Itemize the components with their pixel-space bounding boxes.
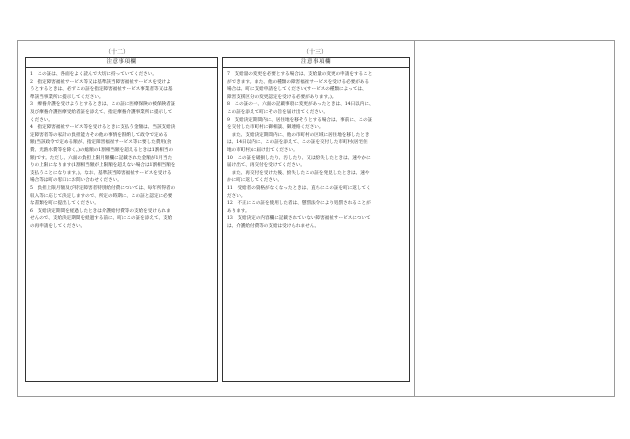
note-line: 7 支給量の変更を必要とする場合は、支給量の変更の申請をすること [227, 72, 373, 77]
note-line: ださい。 [227, 193, 246, 199]
right-notes-panel [222, 57, 410, 382]
note-line: この証を添えて町にその旨を届け出てください。 [227, 109, 329, 115]
note-line: 6 支給決定期間を経過したときは介護給付費等の支給を受けられま [30, 208, 171, 214]
note-line: 8 この証の一、六面の記載事項に変更があったときは、14日以内に、 [227, 102, 374, 108]
note-line: うとするときは、必ずこの証を指定障害福祉サービス事業者等又は基 [30, 87, 173, 93]
note-line: の再申請をしてください。 [30, 223, 86, 229]
note-line: 10 この証を破損したり、汚したり、又は紛失したときは、速やかに [227, 155, 371, 161]
note-line: 場合は、町に支給申請をしてください(サービスの種類によっては、 [227, 87, 367, 93]
left-page-number: （十二） [104, 49, 129, 56]
note-line: 支払うことになります。)。なお、基準該当障害福祉サービスを受ける [30, 170, 172, 176]
note-line: 9 支給決定期間内に、居住地を移そうとする場合は、事前に、この証 [227, 117, 373, 123]
note-line: 4 指定障害福祉サービス等を受けるときに支払う金額は、当該支給決 [30, 125, 176, 131]
note-line: 額)です。ただし、六面の負担上限月額欄に記載された金額が1月当た [30, 155, 173, 161]
note-line: また、支給決定期間内に、他の市町村の区域に居住地を移したとき [227, 132, 370, 138]
right-panel-body [223, 68, 409, 230]
note-line: 13 支給決定の内容欄に記載されていない障害福祉サービスについて [227, 216, 371, 222]
note-line: 障害支援区分の変更認定を受ける必要があります。)。 [227, 94, 337, 100]
note-line: 5 負担上限月額及び特定障害者特別給付費については、毎年所得者の [30, 185, 176, 191]
note-line: ください。 [30, 117, 53, 123]
note-line: 1 この証は、各面をよく読んで大切に持っていてください。 [30, 72, 157, 77]
note-line: また、再交付を受けた後、紛失したこの証を発見したときは、速や [227, 170, 370, 176]
note-line: 場合等は町の窓口にお問い合わせください。 [30, 178, 122, 184]
left-notes-panel [25, 57, 218, 382]
note-line: 2 指定障害福祉サービス等又は基準該当障害福祉サービスを受けよ [30, 79, 171, 85]
right-panel-heading: 注意事項欄 [223, 58, 409, 68]
right-page-number: （十三） [302, 49, 327, 56]
note-line: あります。 [227, 208, 250, 214]
note-line: かに町に返してください。 [227, 178, 283, 184]
left-panel-body [26, 68, 217, 230]
note-line: な書類を町に提出してください。 [30, 201, 99, 207]
note-line: 11 受給者の資格がなくなったときは、直ちにこの証を町に返してく [227, 185, 371, 191]
note-line: りの上限になります(1割相当額が上限額を超えない場合は1割相当額を [30, 163, 176, 169]
note-line: 準該当事業所に提示してください。 [30, 94, 104, 100]
note-line: 地の市町村)に届け出てください。 [227, 147, 298, 153]
note-line: せんので、支給決定期間を経過する前に、町にこの証を添えて、支給 [30, 216, 173, 222]
note-line: ができます。また、他の種類の障害福祉サービスを受ける必要がある [227, 79, 370, 85]
note-line: 費、光熱水費等を除く。)の総額の1割相当額を超えるときは1割相当の [30, 147, 174, 153]
note-line: 収入等に応じて決定しますので、所定の時期に、この証と認定に必要 [30, 193, 173, 199]
note-line: 及び療養介護医療受給者証を添えて、指定療養介護事業所に提示して [30, 109, 173, 115]
note-line: 届け出て、再交付を受けてください。 [227, 163, 306, 169]
note-line: 定障害者等の家計の負担能力その他の事情を斟酌して政令で定める [30, 132, 168, 138]
sheet-divider [414, 40, 415, 397]
note-line: 額(当該政令で定める額が、指定障害福祉サービス等に要した費用(食 [30, 140, 172, 146]
note-line: を交付した市町村に御相談、御連絡ください。 [227, 125, 324, 131]
note-line: 12 不正にこの証を使用した者は、懲罰法令により処罰されることが [227, 201, 371, 207]
note-line: は、介護給付費等の支給は受けられません。 [227, 223, 320, 229]
note-line: は、14日以内に、この証を添えて、この証を交付した市町村(居宅住 [227, 140, 368, 146]
left-panel-heading: 注意事項欄 [26, 58, 217, 68]
note-line: 3 療養介護を受けようとするときは、この証に医療保険の被保険者証 [30, 102, 176, 108]
